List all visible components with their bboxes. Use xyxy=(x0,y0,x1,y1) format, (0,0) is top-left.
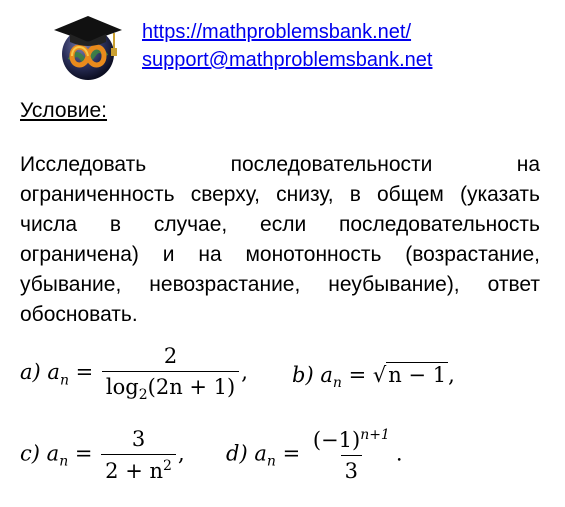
formula-c-index: n xyxy=(59,453,69,470)
formula-d-index: n xyxy=(266,453,276,470)
formula-b: b) $a_n = √n - 1$, xyxy=(292,363,455,392)
formula-a-log-arg: (2n + 1) xyxy=(147,375,236,399)
formula-a-denominator xyxy=(102,371,239,403)
support-email-link[interactable]: support@mathproblemsbank.net xyxy=(142,49,433,71)
formula-d-num-base: (−1) xyxy=(312,428,361,452)
site-logo xyxy=(50,10,126,86)
formula-c-numerator: 3 xyxy=(131,427,146,451)
formula-a-log: log xyxy=(105,375,139,399)
formula-a: a) $a_n$ = $\frac{2}{\log_2(2n + 1)}$ , xyxy=(20,344,248,404)
formula-c-fraction xyxy=(101,427,176,483)
formula-d: d) $a_n$ = $\frac{(-1)^{n+1}}{3}$ . xyxy=(226,427,403,483)
formula-b-label: b) xyxy=(292,363,314,387)
formula-a-punct: , xyxy=(241,360,248,385)
formula-a-numerator: 2 xyxy=(163,344,178,368)
formula-a-var: a xyxy=(47,360,60,385)
formula-d-label: d) xyxy=(226,441,248,466)
formula-c-var: a xyxy=(46,441,60,466)
formula-d-denominator: 3 xyxy=(341,455,362,483)
formula-b-radicand: n − 1 xyxy=(388,363,447,387)
formula-d-num-exp: n+1 xyxy=(360,427,390,443)
formula-c-punct: , xyxy=(177,441,185,466)
formula-b-index: n xyxy=(332,375,342,392)
formula-b-sqrt: √n − 1 xyxy=(372,363,447,387)
formula-c-den-exp: 2 xyxy=(163,458,172,474)
formula-c-denominator xyxy=(101,454,176,483)
problem-statement: Исследовать последовательности на ограниченность сверху, снизу, в общем (указать числа в случае, если последовательность ограничена) и на монотонность (возрастание, убывание, невозрастание, неубывание), ответ обосновать. xyxy=(20,153,540,326)
formula-b-punct: , xyxy=(448,363,455,387)
header-links xyxy=(142,18,432,74)
site-link[interactable]: https://mathproblemsbank.net/ xyxy=(142,21,412,43)
formula-d-var: a xyxy=(254,441,267,466)
formula-d-numerator xyxy=(309,427,394,455)
formula-a-fraction xyxy=(102,344,239,403)
formula-d-punct: . xyxy=(395,441,403,466)
formula-c-den-base: 2 + n xyxy=(105,459,164,483)
formula-a-label: a) xyxy=(20,360,41,385)
formula-b-var: a xyxy=(320,363,333,387)
formula-a-index: n xyxy=(59,372,69,389)
formula-c-label: c) xyxy=(20,441,40,466)
condition-label: Условие: xyxy=(20,99,108,122)
formula-a-log-base: 2 xyxy=(138,387,148,404)
formula-c: c) $a_n$ = $\frac{3}{2 + n^2}$ , xyxy=(20,427,185,483)
formula-d-fraction xyxy=(309,427,394,483)
